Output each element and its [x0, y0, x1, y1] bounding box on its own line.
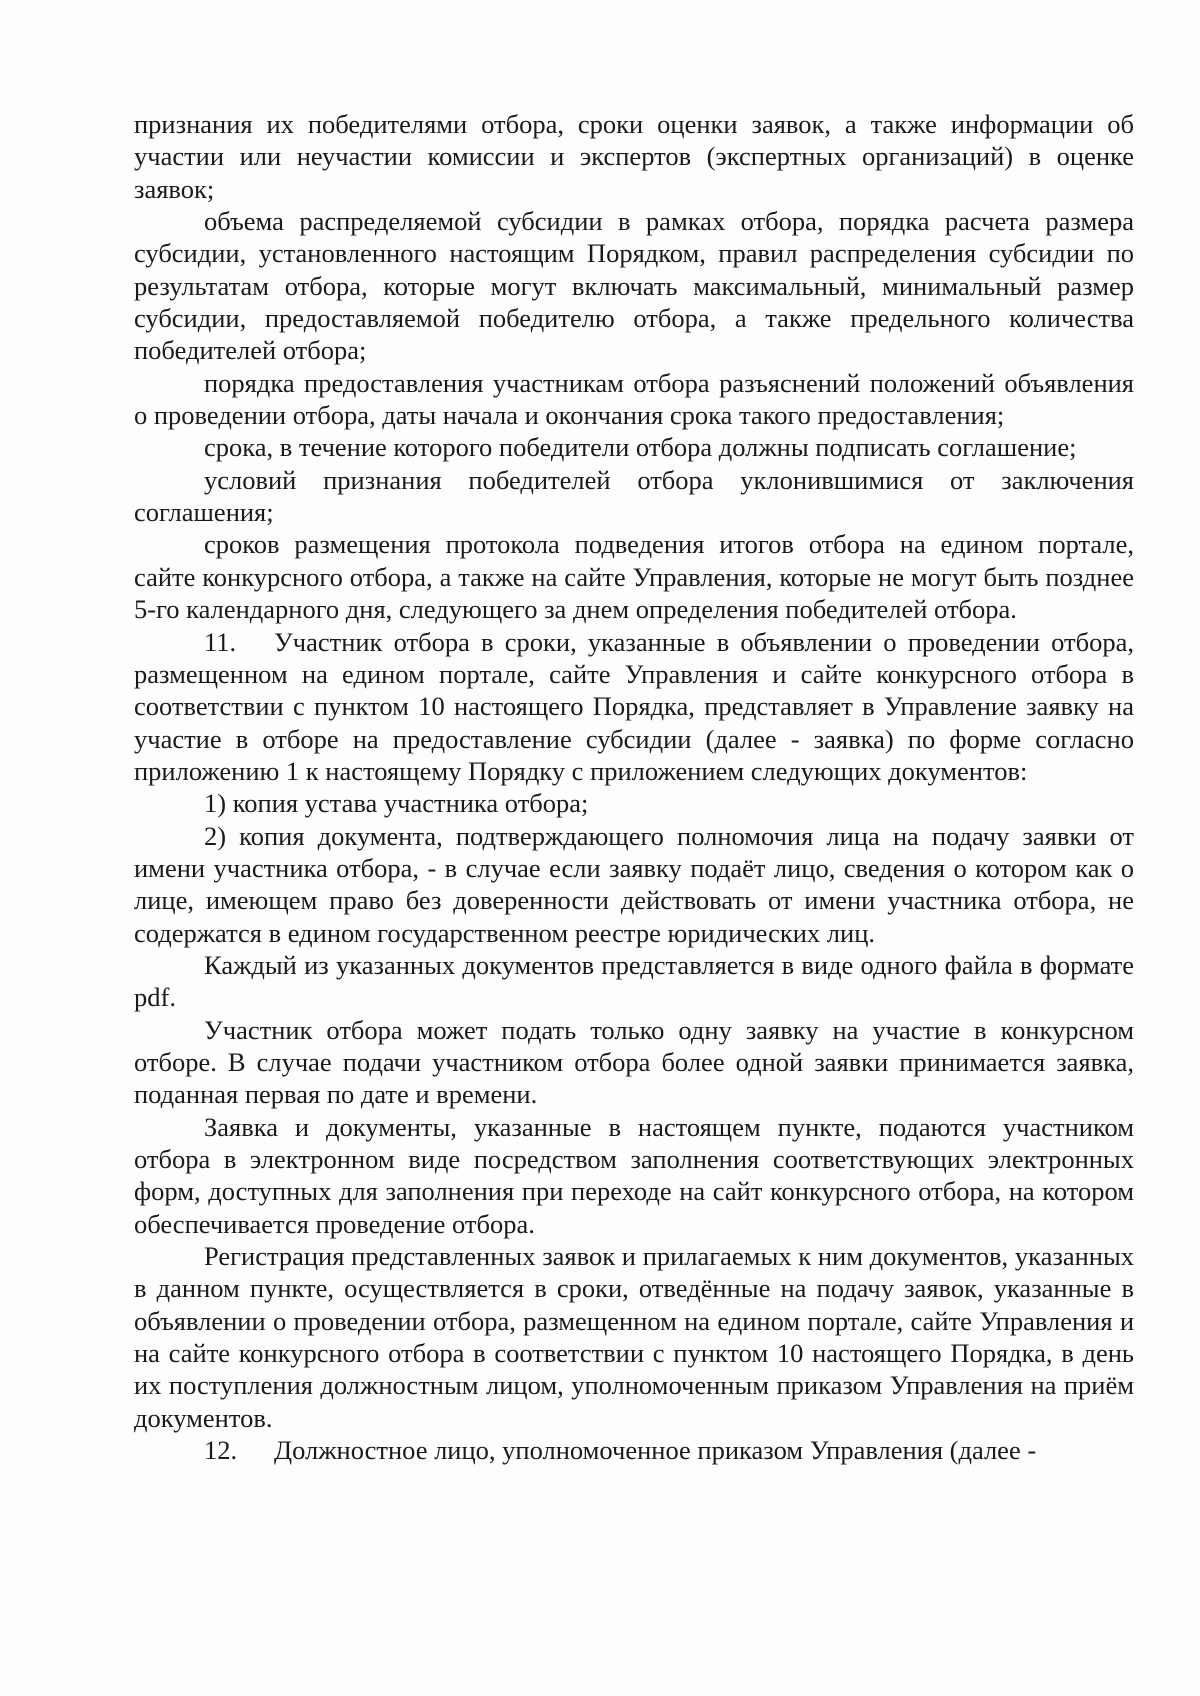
paragraph-protocol-terms	[134, 528, 1134, 625]
paragraph-text: условий признания победителей отбора уклонившимися от заключения соглашения;	[134, 464, 1134, 528]
item-number: 12.	[204, 1435, 238, 1466]
paragraph-text: Участник отбора в сроки, указанные в объявлении о проведении отбора, размещенном на едином портале, сайте Управления и сайте конкурсного отбора в соответствии с пунктом 10 настоящего Порядка, представляет в Управление заявку на участие в отборе на предоставление субсидии (далее - заявка) по форме согласно приложению 1 к настоящему Порядку с приложением следующих документов:	[134, 626, 1134, 786]
paragraph-text: объема распределяемой субсидии в рамках отбора, порядка расчета размера субсидии, установленного настоящим Порядком, правил распределения субсидии по результатам отбора, которые могут включать максимальный, минимальный размер субсидии, предоставляемой победителю отбора, а также предельного количества победителей отбора;	[134, 206, 1134, 366]
paragraph-text: Каждый из указанных документов представляется в виде одного файла в формате pdf.	[134, 949, 1134, 1013]
paragraph-text: признания их победителями отбора, сроки оценки заявок, а также информации об участии или неучастии комиссии и экспертов (экспертных организаций) в оценке заявок;	[134, 109, 1134, 204]
item-number: 11.	[204, 626, 237, 657]
paragraph-text: 1) копия устава участника отбора;	[204, 788, 589, 819]
paragraph-text: срока, в течение которого победители отбора должны подписать соглашение;	[204, 432, 1077, 463]
paragraph-text: Должностное лицо, уполномоченное приказом Управления (далее -	[274, 1435, 1037, 1466]
paragraph-evasion-conditions	[134, 464, 1134, 529]
paragraph-single-application	[134, 1014, 1134, 1111]
paragraph-text: порядка предоставления участникам отбора разъяснений положений объявления о проведении отбора, даты начала и окончания срока такого предоставления;	[134, 367, 1134, 431]
paragraph-text: Заявка и документы, указанные в настоящем пункте, подаются участником отбора в электронном виде посредством заполнения соответствующих электронных форм, доступных для заполнения при переходе на сайт конкурсного отбора, на котором обеспечивается проведение отбора.	[134, 1111, 1134, 1239]
paragraph-item-12	[134, 1434, 1134, 1466]
paragraph-continuation	[134, 108, 1134, 205]
paragraph-electronic-submission	[134, 1111, 1134, 1240]
paragraph-signing-term	[134, 431, 1134, 463]
paragraph-text: сроков размещения протокола подведения итогов отбора на едином портале, сайте конкурсного отбора, а также на сайте Управления, которые не могут быть позднее 5-го календарного дня, следующего за днем определения победителей отбора.	[134, 529, 1134, 625]
paragraph-item-11	[134, 626, 1134, 788]
paragraph-list-item-1	[134, 787, 1134, 819]
paragraph-subsidy-volume	[134, 205, 1134, 367]
paragraph-list-item-2	[134, 820, 1134, 949]
paragraph-text: Регистрация представленных заявок и прилагаемых к ним документов, указанных в данном пункте, осуществляется в сроки, отведённые на подачу заявок, указанные в объявлении о проведении отбора, размещенном на едином портале, сайте Управления и на сайте конкурсного отбора в соответствии с пунктом 10 настоящего Порядка, в день их поступления должностным лицом, уполномоченным приказом Управления на приём документов.	[134, 1241, 1134, 1433]
paragraph-registration	[134, 1240, 1134, 1434]
paragraph-text: Участник отбора может подать только одну заявку на участие в конкурсном отборе. В случае подачи участником отбора более одной заявки принимается заявка, поданная первая по дате и времени.	[134, 1014, 1134, 1110]
paragraph-file-format	[134, 949, 1134, 1014]
paragraph-clarifications	[134, 367, 1134, 432]
paragraph-text: 2) копия документа, подтверждающего полномочия лица на подачу заявки от имени участника отбора, - в случае если заявку подаёт лицо, сведения о котором как о лице, имеющем право без доверенности действовать от имени участника отбора, не содержатся в едином государственном реестре юридических лиц.	[134, 820, 1134, 948]
document-body	[134, 108, 1134, 1466]
